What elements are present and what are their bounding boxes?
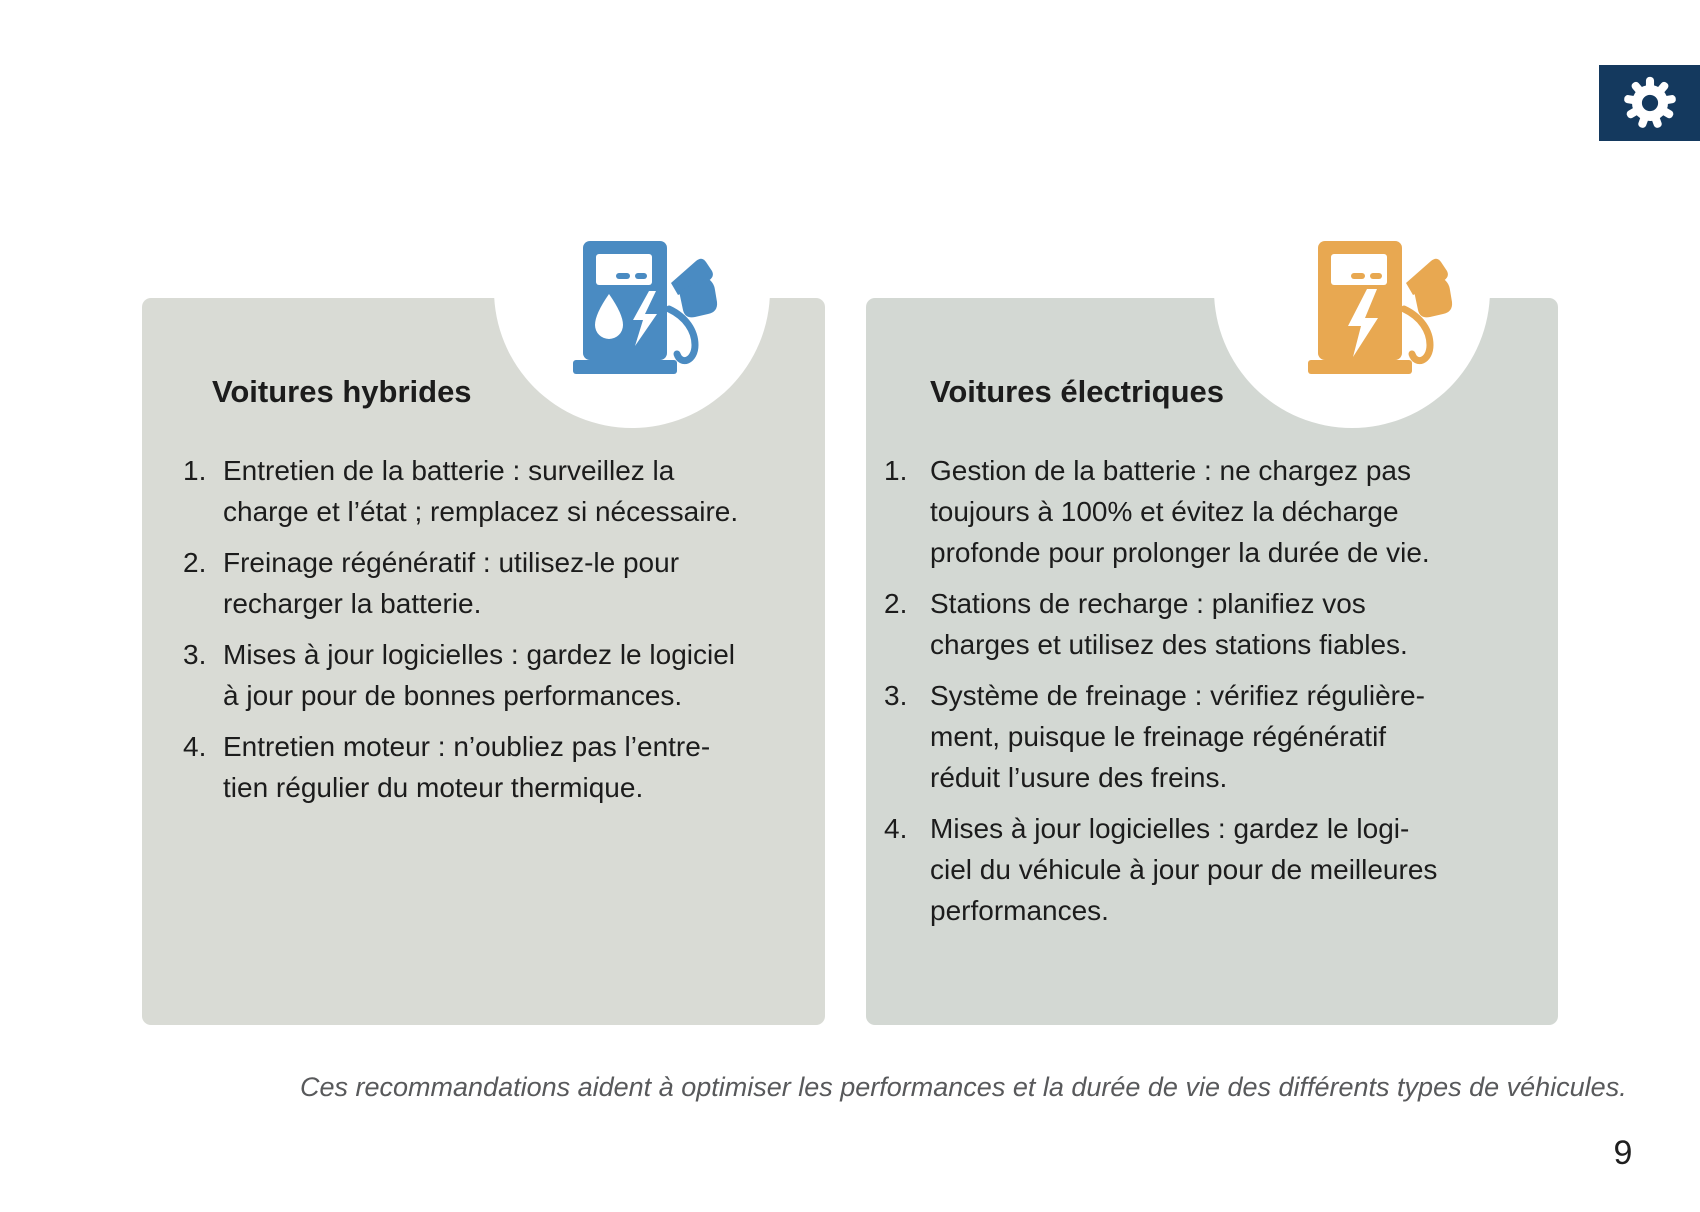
list-item-line: Système de freinage : vérifiez régulière- (930, 680, 1425, 711)
list-item-line: Entretien moteur : n’oubliez pas l’entre- (223, 731, 711, 762)
list-item-line: ment, puisque le freinage régénératif (930, 721, 1387, 752)
list-item-line: à jour pour de bonnes performances. (223, 680, 683, 711)
electric-tips-list (884, 450, 1437, 941)
list-item-line: Mises à jour logicielles : gardez le logi- (930, 813, 1410, 844)
list-item (884, 675, 1437, 798)
hybrid-card (142, 298, 825, 1025)
list-item-number: 2. (183, 547, 207, 578)
list-item-number: 4. (183, 731, 207, 762)
list-item (183, 542, 738, 624)
electric-charging-pump-icon (1307, 239, 1453, 375)
electric-card (866, 298, 1558, 1025)
list-item (183, 726, 738, 808)
list-item-number: 2. (884, 588, 908, 619)
list-item-line: Freinage régénératif : utilisez-le pour (223, 547, 680, 578)
list-item-line: Stations de recharge : planifiez vos (930, 588, 1366, 619)
list-item (884, 808, 1437, 931)
list-item-line: recharger la batterie. (223, 588, 482, 619)
hybrid-card-title: Voitures hybrides (212, 374, 472, 409)
settings-banner[interactable] (1599, 65, 1700, 141)
list-item-line: réduit l’usure des freins. (930, 762, 1228, 793)
list-item (183, 634, 738, 716)
list-item-number: 1. (183, 455, 207, 486)
list-item-line: Entretien de la batterie : surveillez la (223, 455, 675, 486)
list-item-number: 4. (884, 813, 908, 844)
list-item-line: toujours à 100% et évitez la décharge (930, 496, 1399, 527)
page-number: 9 (1613, 1134, 1633, 1172)
list-item-line: charge et l’état ; remplacez si nécessaire. (223, 496, 739, 527)
list-item-line: performances. (930, 895, 1109, 926)
list-item-line: Gestion de la batterie : ne chargez pas (930, 455, 1411, 486)
list-item (884, 583, 1437, 665)
gear-icon (1623, 76, 1677, 130)
list-item-line: charges et utilisez des stations fiables. (930, 629, 1408, 660)
list-item-number: 1. (884, 455, 908, 486)
list-item (884, 450, 1437, 573)
footer-note: Ces recommandations aident à optimiser les performances et la durée de vie des différents types de véhicules. (300, 1072, 1627, 1102)
list-item-line: tien régulier du moteur thermique. (223, 772, 644, 803)
list-item-number: 3. (183, 639, 207, 670)
list-item (183, 450, 738, 532)
hybrid-fuel-pump-icon (572, 239, 718, 375)
list-item-line: profonde pour prolonger la durée de vie. (930, 537, 1430, 568)
electric-card-title: Voitures électriques (930, 374, 1225, 409)
hybrid-tips-list (183, 450, 738, 818)
list-item-line: Mises à jour logicielles : gardez le logiciel (223, 639, 736, 670)
list-item-line: ciel du véhicule à jour pour de meilleures (930, 854, 1438, 885)
list-item-number: 3. (884, 680, 908, 711)
